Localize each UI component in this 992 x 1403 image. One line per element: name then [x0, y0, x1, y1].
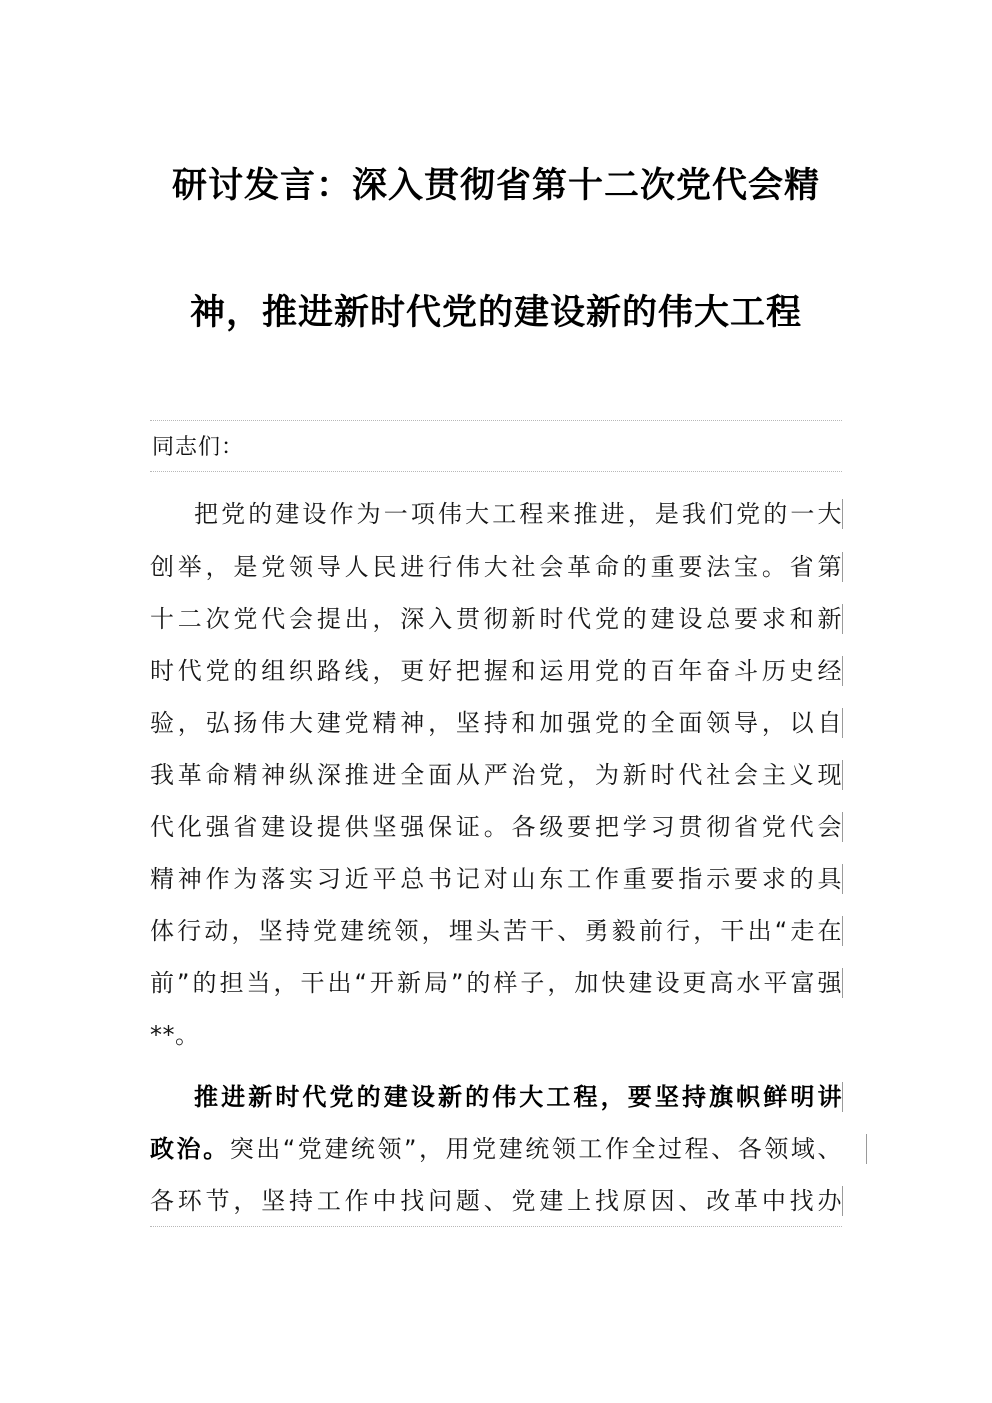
paragraph-1-line: 精神作为落实习近平总书记对山东工作重要指示要求的具 — [150, 865, 842, 893]
paragraph-1-line: 创举，是党领导人民进行伟大社会革命的重要法宝。省第 — [150, 553, 842, 581]
greeting: 同志们： — [152, 435, 245, 460]
paragraph-2-line-1 — [150, 1077, 842, 1117]
line-end-marker — [842, 656, 843, 686]
line-end-marker — [842, 812, 843, 842]
divider — [150, 420, 842, 421]
paragraph-1-line: 时代党的组织路线，更好把握和运用党的百年奋斗历史经 — [150, 657, 842, 685]
line-end-marker — [842, 968, 843, 998]
paragraph-2-heading-end: 政治。 — [150, 1135, 230, 1163]
line-end-marker — [842, 1082, 843, 1112]
line-end-marker — [842, 552, 843, 582]
divider — [150, 1226, 842, 1227]
paragraph-1-line: 我革命精神纵深推进全面从严治党，为新时代社会主义现 — [150, 761, 842, 789]
paragraph-1-line: 代化强省建设提供坚强保证。各级要把学习贯彻省党代会 — [150, 813, 842, 841]
line-end-marker — [842, 499, 843, 529]
line-end-marker — [842, 760, 843, 790]
paragraph-1-line: 把党的建设作为一项伟大工程来推进，是我们党的一大 — [194, 500, 842, 528]
document-title-line-1: 研讨发言：深入贯彻省第十二次党代会精 — [171, 165, 820, 206]
paragraph-1-line: **。 — [150, 1021, 200, 1049]
line-end-marker — [842, 1186, 843, 1216]
paragraph-1-line: 验，弘扬伟大建党精神，坚持和加强党的全面领导，以自 — [150, 709, 842, 737]
line-end-marker — [842, 708, 843, 738]
paragraph-2-line-3: 各环节，坚持工作中找问题、党建上找原因、改革中找办 — [150, 1187, 842, 1215]
paragraph-1-line: 前”的担当，干出“开新局”的样子，加快建设更高水平富强 — [150, 969, 842, 997]
line-end-marker — [842, 916, 843, 946]
document-title-line-2: 神，推进新时代党的建设新的伟大工程 — [189, 292, 802, 333]
line-end-marker — [842, 864, 843, 894]
paragraph-2-heading: 推进新时代党的建设新的伟大工程，要坚持旗帜鲜明讲 — [194, 1083, 842, 1111]
line-end-marker — [866, 1134, 867, 1164]
paragraph-1-line: 十二次党代会提出，深入贯彻新时代党的建设总要求和新 — [150, 605, 842, 633]
paragraph-2-text: 突出“党建统领”，用党建统领工作全过程、各领域、 — [229, 1135, 842, 1163]
line-end-marker — [842, 604, 843, 634]
paragraph-1-line: 体行动，坚持党建统领，埋头苦干、勇毅前行，干出“走在 — [150, 917, 842, 945]
divider — [150, 471, 842, 472]
paragraph-2-line-2 — [150, 1129, 842, 1169]
